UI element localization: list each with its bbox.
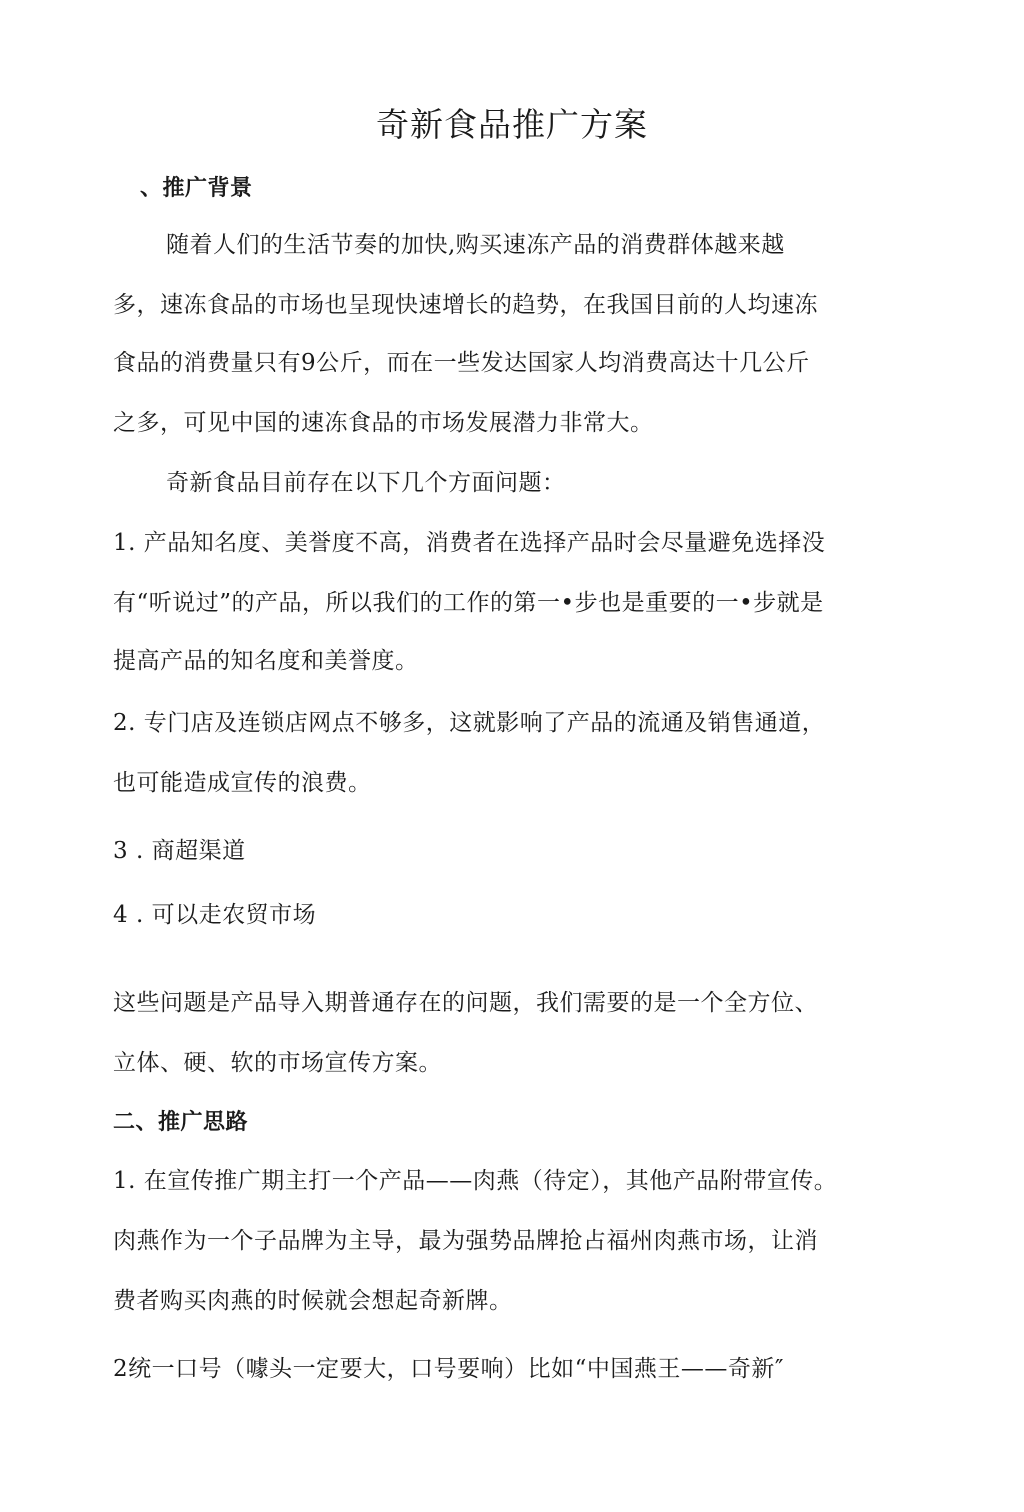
summary-line: 这些问题是产品导入期普通存在的问题，我们需要的是一个全方位、 [113,990,818,1016]
problem-item-line: 2. 专门店及连锁店网点不够多，这就影响了产品的流通及销售通道， [113,710,826,736]
document-title: 奇新食品推广方案 [376,105,648,144]
strategy-point-line: 肉燕作为一个子品牌为主导，最为强势品牌抢占福州肉燕市场，让消 [113,1228,818,1254]
paragraph-line: 之多，可见中国的速冻食品的市场发展潜力非常大。 [113,410,654,436]
problem-item-line: 1. 产品知名度、美誉度不高，消费者在选择产品时会尽量避免选择没 [113,530,826,556]
summary-line: 立体、硬、软的市场宣传方案。 [113,1050,442,1076]
paragraph-line: 食品的消费量只有9公斤，而在一些发达国家人均消费高达十几公斤 [113,350,810,376]
paragraph-line: 多，速冻食品的市场也呈现快速增长的趋势，在我国目前的人均速冻 [113,292,818,318]
problem-item-line: 也可能造成宣传的浪费。 [113,770,372,796]
problem-item-line: 提高产品的知名度和美誉度。 [113,648,419,674]
problems-intro: 奇新食品目前存在以下几个方面问题： [166,470,566,496]
strategy-point-line: 1. 在宣传推广期主打一个产品——肉燕（待定），其他产品附带宣传。 [113,1168,838,1194]
strategy-point-2: 2统一口号（噱头一定要大，口号要响）比如“中国燕王——奇新″ [113,1356,784,1382]
problem-item-3: 3 . 商超渠道 [113,838,246,864]
strategy-point-line: 费者购买肉燕的时候就会想起奇新牌。 [113,1288,513,1314]
section1-heading: 、推广背景 [140,176,253,201]
problem-item-line: 有“听说过”的产品，所以我们的工作的第一•步也是重要的一•步就是 [113,590,824,616]
paragraph-line: 随着人们的生活节奏的加快,购买速冻产品的消费群体越来越 [166,232,785,258]
problem-item-4: 4 . 可以走农贸市场 [113,902,317,928]
section2-heading: 二、推广思路 [113,1110,249,1135]
